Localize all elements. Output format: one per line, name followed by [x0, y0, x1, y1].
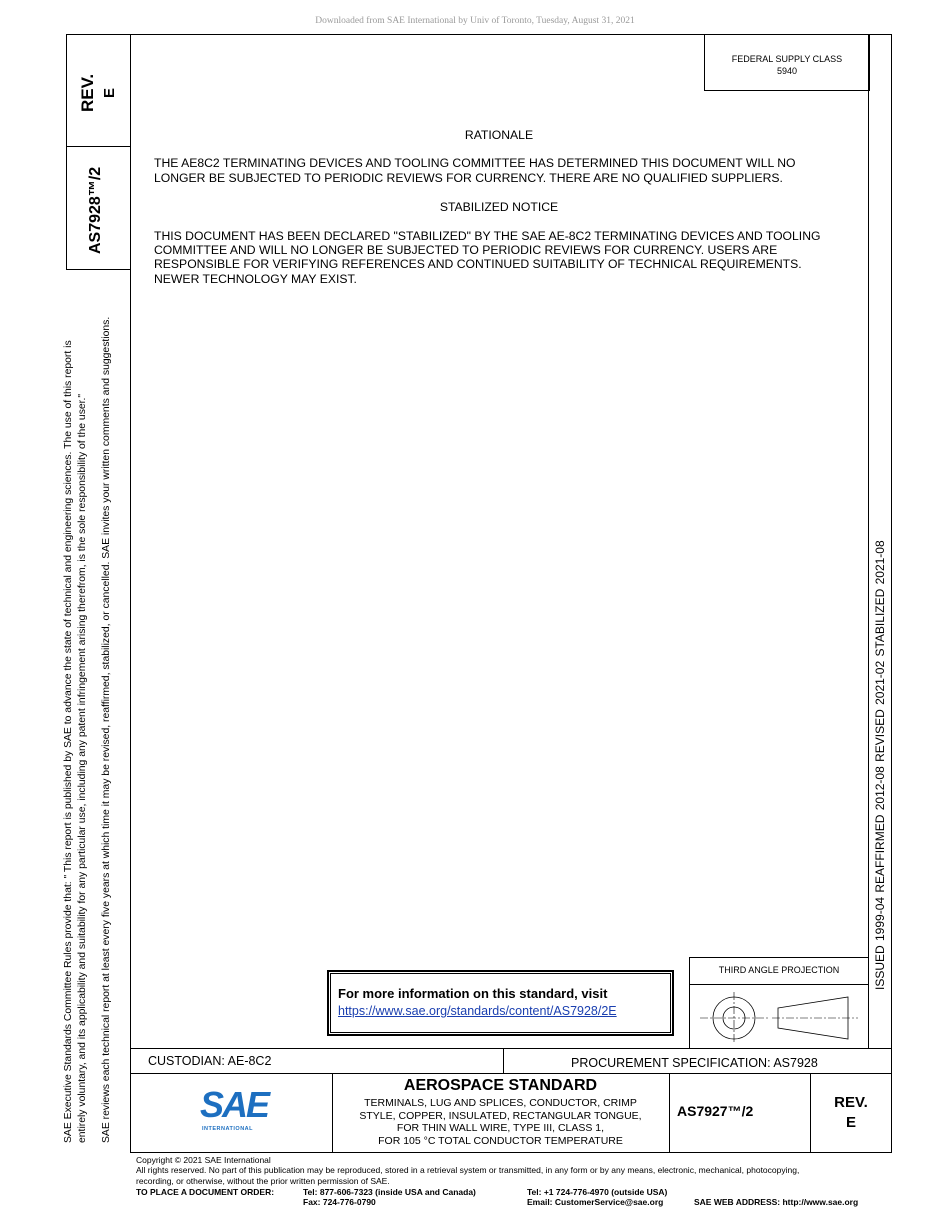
standard-type: AEROSPACE STANDARD — [403, 1077, 598, 1094]
projection-label: THIRD ANGLE PROJECTION — [718, 965, 840, 975]
disclaimer-line-2: entirely voluntary, and its applicability and suitability for any particular use, including any patent infringement arising therefrom, is the sole responsibility of the user." — [77, 393, 88, 1143]
left-rev-label: REV. — [78, 73, 97, 112]
info-box-title: For more information on this standard, visit — [338, 986, 608, 1001]
disclaimer-line-1: SAE Executive Standards Committee Rules provide that: " This report is published by SAE to advance the state of technical and engineering sciences. The use of this report is — [63, 340, 74, 1143]
title-line-4: FOR 105 °C TOTAL CONDUCTOR TEMPERATURE — [378, 1135, 623, 1147]
footer-email[interactable]: Email: CustomerService@sae.org — [527, 1197, 664, 1207]
left-rev-value: E — [101, 87, 118, 98]
rationale-heading: RATIONALE — [464, 128, 534, 142]
info-box-inner — [330, 973, 671, 1033]
federal-supply-label: FEDERAL SUPPLY CLASS — [731, 54, 843, 64]
custodian: CUSTODIAN: AE-8C2 — [148, 1054, 272, 1068]
footer-rights-1: All rights reserved. No part of this publication may be reproduced, stored in a retrieval system or transmitted, in any form or by any means, electronic, mechanical, photocopying, — [136, 1165, 800, 1175]
right-strip-divider — [868, 34, 869, 1048]
standard-link[interactable]: https://www.sae.org/standards/content/AS7928/2E — [338, 1004, 617, 1018]
footer-web[interactable]: SAE WEB ADDRESS: http://www.sae.org — [694, 1197, 859, 1207]
procurement-spec: PROCUREMENT SPECIFICATION: AS7928 — [571, 1056, 818, 1070]
stabilized-line-1: THIS DOCUMENT HAS BEEN DECLARED "STABILIZED" BY THE SAE AE-8C2 TERMINATING DEVICES AND TOOLING — [154, 229, 821, 243]
stabilized-line-3: RESPONSIBLE FOR VERIFYING REFERENCES AND CONTINUED SUITABILITY OF TECHNICAL REQUIREMENTS. — [154, 257, 802, 271]
stabilized-line-4: NEWER TECHNOLOGY MAY EXIST. — [154, 272, 357, 286]
left-rev-box — [66, 34, 131, 147]
revision-history: ISSUED 1999-04 REAFFIRMED 2012-08 REVISED 2021-02 STABILIZED 2021-08 — [873, 540, 887, 990]
docnum-divider — [669, 1073, 670, 1153]
footer-tel-usa: Tel: 877-606-7323 (inside USA and Canada) — [303, 1187, 476, 1197]
footer-copyright: Copyright © 2021 SAE International — [136, 1155, 271, 1165]
rev-divider — [810, 1073, 811, 1153]
left-doc-number: AS7928™/2 — [87, 166, 104, 254]
footer-fax: Fax: 724-776-0790 — [303, 1197, 376, 1207]
projection-symbol-icon — [692, 988, 866, 1046]
sae-logo-text: SAE — [200, 1084, 269, 1125]
rationale-line-2: LONGER BE SUBJECTED TO PERIODIC REVIEWS FOR CURRENCY. THERE ARE NO QUALIFIED SUPPLIERS. — [154, 171, 783, 185]
custodian-divider — [503, 1048, 504, 1074]
doc-number: AS7927™/2 — [677, 1103, 754, 1119]
stabilized-heading: STABILIZED NOTICE — [439, 200, 559, 214]
rev-value: E — [845, 1114, 856, 1131]
footer-rights-2: recording, or otherwise, without the prior written permission of SAE. — [136, 1176, 390, 1186]
title-line-3: FOR THIN WALL WIRE, TYPE III, CLASS 1, — [396, 1122, 605, 1134]
stabilized-line-2: COMMITTEE AND WILL NO LONGER BE SUBJECTED TO PERIODIC REVIEWS FOR CURRENCY. USERS ARE — [154, 243, 778, 257]
title-block-top — [130, 1048, 892, 1049]
title-line-2: STYLE, COPPER, INSULATED, RECTANGULAR TONGUE, — [359, 1110, 642, 1122]
projection-divider — [689, 984, 869, 985]
disclaimer-line-3: SAE reviews each technical report at least every five years at which time it may be revised, reaffirmed, stabilized, or cancelled. SAE invites your written comments and suggestions. — [101, 316, 112, 1143]
sae-logo-sub: INTERNATIONAL — [202, 1126, 254, 1132]
rationale-line-1: THE AE8C2 TERMINATING DEVICES AND TOOLING COMMITTEE HAS DETERMINED THIS DOCUMENT WILL NO — [154, 156, 796, 170]
sae-logo — [196, 1084, 269, 1136]
rev-label: REV. — [834, 1094, 868, 1111]
federal-supply-value: 5940 — [776, 66, 798, 76]
footer-tel-outside: Tel: +1 724-776-4970 (outside USA) — [527, 1187, 668, 1197]
main-frame — [130, 34, 892, 1074]
title-line-1: TERMINALS, LUG AND SPLICES, CONDUCTOR, CRIMP — [364, 1097, 637, 1109]
footer-order-label: TO PLACE A DOCUMENT ORDER: — [136, 1187, 275, 1197]
download-notice: Downloaded from SAE International by Univ of Toronto, Tuesday, August 31, 2021 — [315, 16, 635, 26]
